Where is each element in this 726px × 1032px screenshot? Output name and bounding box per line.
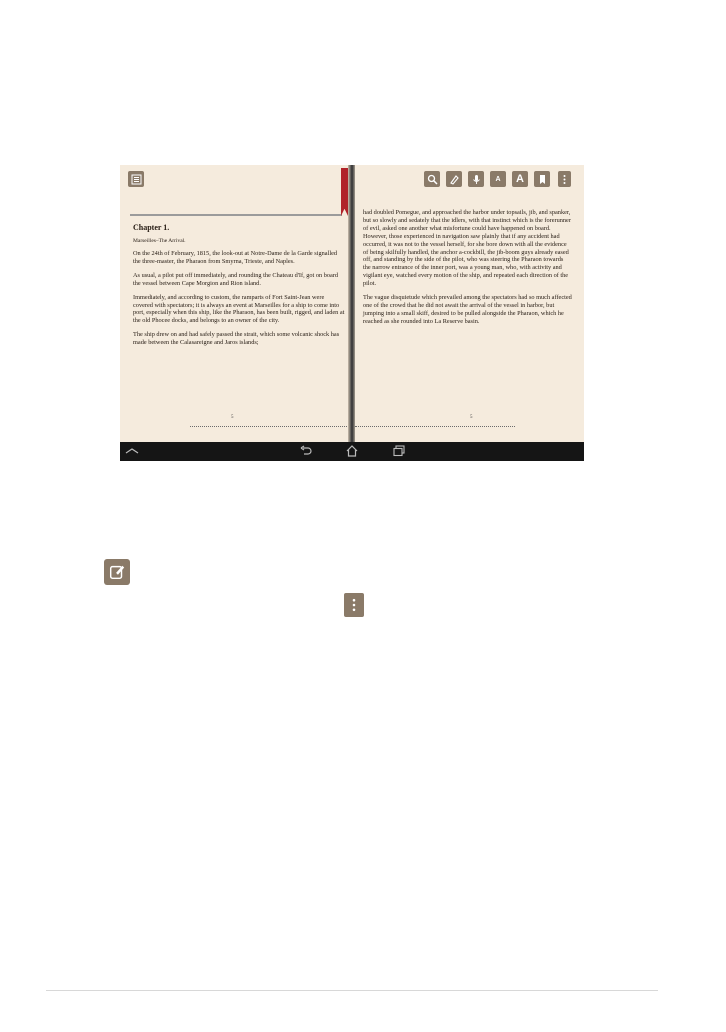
highlighter-icon xyxy=(449,174,460,185)
microphone-icon xyxy=(471,174,482,185)
font-decrease-icon: A xyxy=(495,175,501,183)
header-divider xyxy=(130,214,342,216)
search-button[interactable] xyxy=(424,171,440,187)
toc-icon xyxy=(131,174,142,185)
back-icon xyxy=(299,445,313,457)
ereader-screenshot xyxy=(120,165,584,461)
bookmark-button[interactable] xyxy=(534,171,550,187)
recent-apps-icon xyxy=(392,445,406,457)
highlight-button[interactable] xyxy=(446,171,462,187)
chapter-title: Chapter 1. xyxy=(133,223,170,232)
bookmark-icon xyxy=(537,174,548,185)
font-increase-button[interactable] xyxy=(512,171,528,187)
back-button[interactable] xyxy=(298,444,314,458)
paragraph: The vague disquietude which prevailed among the spectators had so much affected one of the crowd that he did not await the arrival of the vessel in harbor, but jumping into a small skiff, desired to be pulled alongside the Pharaon, which he reached as she rounded into La Reserve basin. xyxy=(363,294,572,325)
right-page-number: 5 xyxy=(470,415,473,420)
collapse-button[interactable] xyxy=(124,444,140,458)
recent-apps-button[interactable] xyxy=(391,444,407,458)
left-page-text xyxy=(133,223,345,353)
note-icon xyxy=(104,559,130,585)
paragraph: On the 24th of February, 1815, the look-out at Notre-Dame de la Garde signalled the three-master, the Pharaon from Smyrna, Trieste, and Naples. xyxy=(133,250,338,265)
system-navigation-bar xyxy=(120,442,584,461)
paragraph: Immediately, and according to custom, the ramparts of Fort Saint-Jean were covered with spectators; it is always an event at Marseilles for a ship to come into port, especially when this ship, like the Pharaon, has been built, rigged, and laden at the old Phocee docks, and belongs to an owner of the city. xyxy=(133,293,345,325)
voice-button[interactable] xyxy=(468,171,484,187)
left-page-number: 5 xyxy=(231,415,234,420)
paragraph: had doubled Pomegue, and approached the harbor under topsails, jib, and spanker, but so slowly and sedately that the idlers, with that instinct which is the forerunner of evil, asked one another what misfortune could have happened on board. However, those experienced in navigation saw plainly that if any accident had occurred, it was not to the vessel herself, for she bore down with all the evidence of being skilfully handled, the anchor a-cockbill, the jib-boom guys already eased off, and standing by the side of the pilot, who was steering the Pharaon towards the narrow entrance of the inner port, was a young man, who, with activity and vigilant eye, watched every motion of the ship, and repeated each direction of the pilot. xyxy=(363,209,571,288)
table-of-contents-button[interactable] xyxy=(128,171,144,187)
menu-icon xyxy=(344,593,364,617)
home-icon xyxy=(345,445,359,457)
chevron-up-icon xyxy=(125,445,139,457)
overflow-menu-button[interactable] xyxy=(558,171,571,187)
left-page xyxy=(120,165,349,442)
search-icon xyxy=(427,174,438,185)
font-decrease-button[interactable] xyxy=(490,171,506,187)
right-page-text xyxy=(363,209,572,332)
right-page xyxy=(355,165,584,442)
footer-divider xyxy=(46,990,658,991)
chapter-subtitle: Marseilles–The Arrival. xyxy=(133,238,186,244)
font-increase-icon: A xyxy=(516,173,524,185)
paragraph: As usual, a pilot put off immediately, and rounding the Chateau d'If, got on board the vessel between Cape Morgion and Rion island. xyxy=(133,271,339,287)
overflow-menu-icon xyxy=(559,174,570,185)
paragraph: The ship drew on and had safely passed the strait, which some volcanic shock has made between the Calasareigne and Jaros islands; xyxy=(133,331,340,347)
home-button[interactable] xyxy=(344,444,360,458)
right-progress-bar[interactable] xyxy=(355,426,515,428)
left-progress-bar[interactable] xyxy=(190,426,349,428)
